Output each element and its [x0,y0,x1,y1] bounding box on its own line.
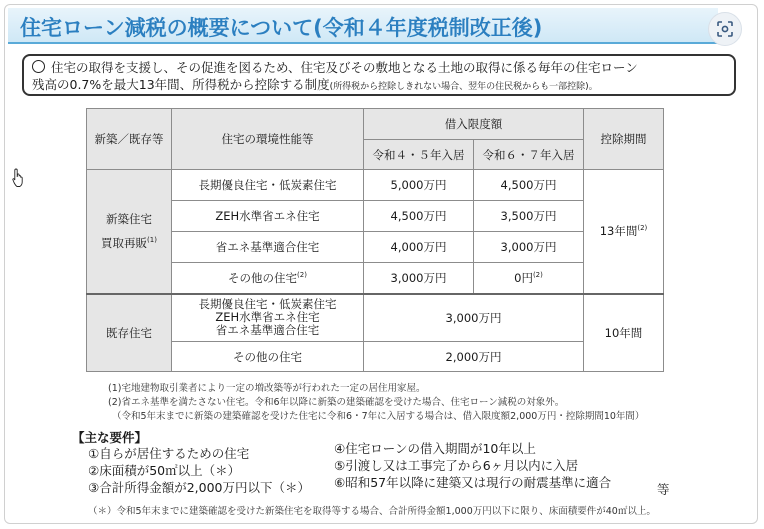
table-row [87,232,664,263]
housing-type-note: (2) [297,270,307,279]
note-2: (2)省エネ基準を満たさない住宅。令和6年以降に新築の建築確認を受けた場合、住宅ローン減税の対象外。 [108,397,565,408]
category-new-note: (1) [147,236,157,245]
housing-type: ZEH水準省エネ住宅 [215,209,320,223]
header-limit-r45: 令和４・５年入居 [364,140,474,170]
header-category: 新築／既存等 [87,109,172,170]
limit-r45: 3,000万円 [364,263,474,294]
requirement-item: ④住宅ローンの借入期間が10年以上 [334,441,536,456]
requirements-etc: 等 [657,482,670,497]
summary-line2-small: (所得税から控除しきれない場合、翌年の住民税からも一部控除)。 [329,82,598,92]
header-performance: 住宅の環境性能等 [172,109,364,170]
requirement-item: ②床面積が50㎡以上（＊） [88,463,241,478]
header-period: 控除期間 [584,109,664,170]
existing-type-line: 長期優良住宅・低炭素住宅 [198,297,337,312]
existing-type-line: その他の住宅 [172,342,364,372]
note-3: （令和5年末までに新築の建築確認を受けた住宅に令和6・7年に入居する場合は、借入限度額2,000万円・控除期間10年間） [112,411,645,422]
limit-r45: 4,500万円 [364,201,474,232]
limit-r67: 3,000万円 [474,232,584,263]
housing-type: 省エネ基準適合住宅 [215,240,320,254]
table-row [87,201,664,232]
housing-type: その他の住宅 [228,270,298,285]
requirement-item: ⑥昭和57年以降に建築又は現行の耐震基準に適合 [334,475,612,490]
housing-type: 長期優良住宅・低炭素住宅 [198,178,337,192]
limit-r67: 3,500万円 [474,201,584,232]
period-new-value: 13年間 [599,224,638,239]
requirement-item: ①自らが居住するための住宅 [88,446,250,461]
title-bar [8,8,718,44]
existing-limit: 3,000万円 [364,294,584,342]
page-title: 住宅ローン減税の概要について(令和４年度税制改正後) [20,16,543,40]
hand-cursor-icon [12,168,26,192]
requirements-right [334,440,611,491]
limit-r67-note: (2) [532,270,543,279]
google-lens-icon[interactable] [708,12,742,46]
footnote: （＊）令和5年末までに建築確認を受けた新築住宅を取得等する場合、合計所得金額1,000万円以下に限り、床面積要件が40㎡以上。 [88,506,656,517]
requirements-left [88,445,310,496]
period-new [584,170,664,294]
category-existing: 既存住宅 [87,294,172,372]
table-notes [108,382,644,424]
existing-type-line: 省エネ基準適合住宅 [215,323,320,338]
category-new [87,170,172,294]
limit-r45: 5,000万円 [364,170,474,201]
summary-line1: 住宅の取得を支援し、その促進を図るため、住宅及びその敷地となる土地の取得に係る毎年の住宅ローン [51,60,638,75]
period-new-note: (2) [637,224,648,233]
limit-r67: 0円 [514,270,533,285]
circle-bullet-icon [32,60,45,73]
table-row [87,170,664,201]
header-limit: 借入限度額 [364,109,584,140]
table-row [87,263,664,294]
category-new-label: 新築住宅 [106,212,152,227]
period-existing: 10年間 [584,294,664,372]
header-limit-r67: 令和６・７年入居 [474,140,584,170]
category-new-label-2: 買取再販 [101,236,148,251]
existing-type-line: ZEH水準省エネ住宅 [215,310,320,325]
existing-limit: 2,000万円 [364,342,584,372]
requirement-item: ③合計所得金額が2,000万円以下（＊） [88,480,310,495]
summary-line2: 残高の0.7%を最大13年間、所得税から控除する制度 [32,77,330,92]
note-1: (1)宅地建物取引業者により一定の増改築等が行われた一定の居住用家屋。 [108,383,426,394]
requirements-heading: 【主な要件】 [72,430,148,445]
loan-limit-table [86,108,664,372]
table-row [87,294,664,342]
summary-box [22,54,736,96]
limit-r45: 4,000万円 [364,232,474,263]
requirement-item: ⑤引渡し又は工事完了から6ヶ月以内に入居 [334,458,579,473]
table-row [87,342,664,372]
limit-r67: 4,500万円 [474,170,584,201]
